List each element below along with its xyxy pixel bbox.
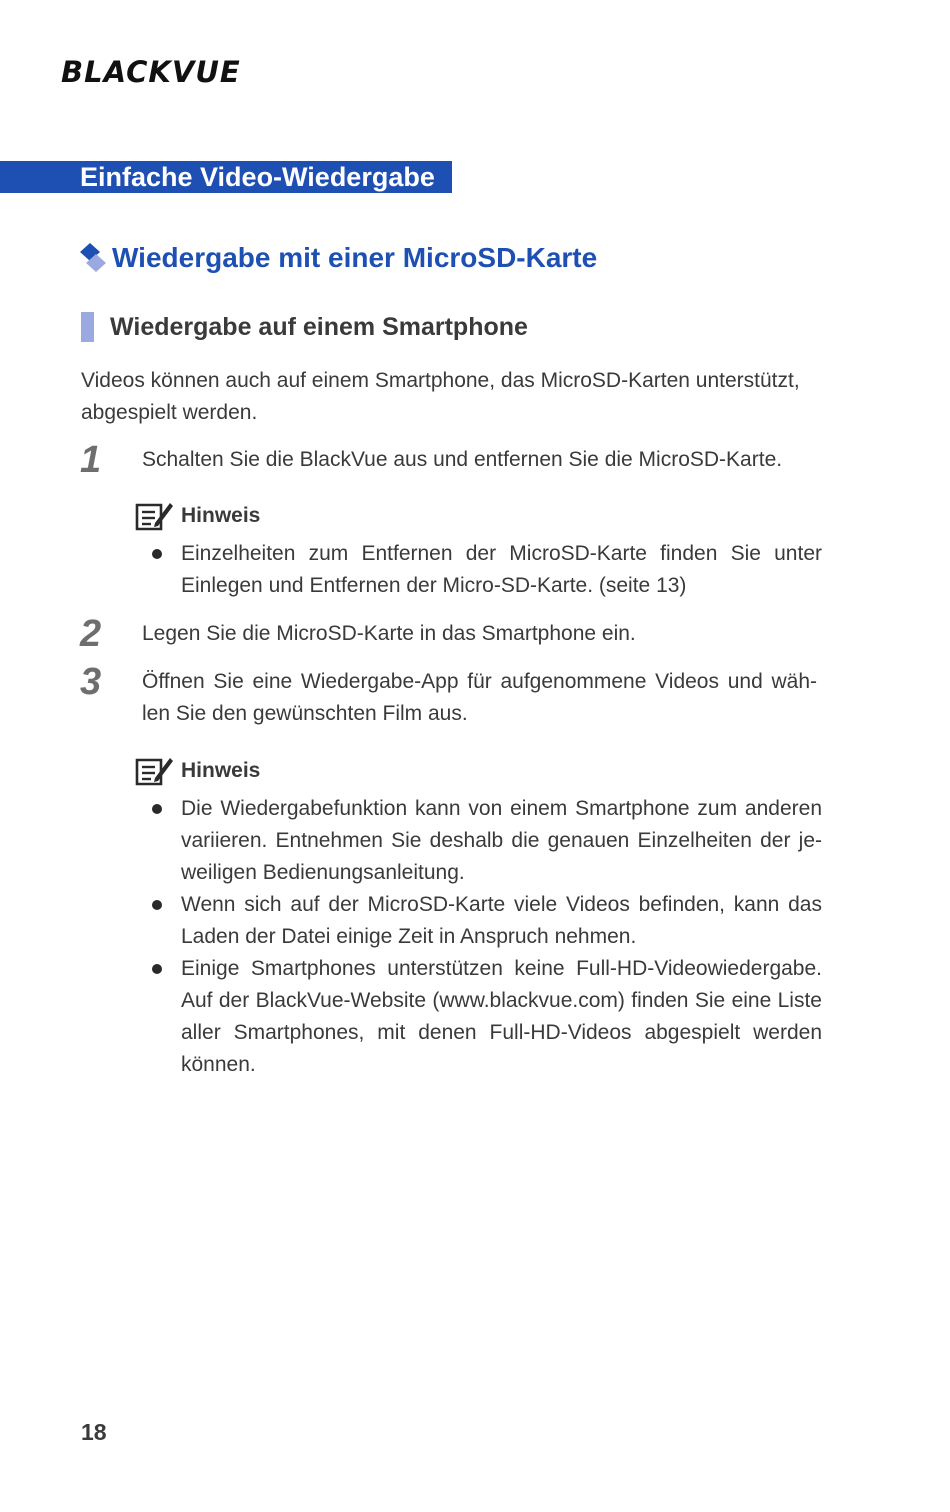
note-pencil-icon	[135, 754, 175, 788]
note-heading	[135, 755, 260, 787]
topic-title: Wiedergabe auf einem Smartphone	[110, 312, 528, 341]
note-label: Hinweis	[181, 504, 261, 527]
diamond-bullet-icon	[80, 243, 106, 273]
step-text: Öffnen Sie eine Wiedergabe-App für aufgenommene Videos und wäh-len Sie den gewünschten Film aus.	[142, 670, 817, 725]
note-list-item	[152, 793, 822, 889]
topic-heading	[81, 310, 528, 344]
step-number: 3	[80, 661, 102, 703]
topic-bar-icon	[81, 312, 94, 342]
step-text: Schalten Sie die BlackVue aus und entfernen Sie die MicroSD-Karte.	[142, 448, 783, 471]
subsection-title: Wiedergabe mit einer MicroSD-Karte	[112, 242, 598, 273]
note-list-item	[152, 953, 822, 1081]
note-item-text: Die Wiedergabefunktion kann von einem Smartphone zum anderen variieren. Entnehmen Sie deshalb die genauen Einzelheiten der je-weiligen Bedienungsanleitung.	[181, 797, 822, 884]
note-item-text: Einige Smartphones unterstützen keine Full-HD-Videowiedergabe. Auf der BlackVue-Website (www.blackvue.com) finden Sie eine Liste aller Smartphones, mit denen Full-HD-Videos abgespielt werden können.	[181, 957, 822, 1076]
brand-logo: BLACKVUE	[61, 55, 241, 89]
section-title: Einfache Video-Wiedergabe	[80, 162, 435, 192]
subsection-heading	[80, 240, 597, 276]
bullet-dot-icon	[152, 804, 162, 814]
page-number: 18	[81, 1419, 107, 1445]
intro-paragraph: Videos können auch auf einem Smartphone, das MicroSD-Karten unterstützt, abgespielt werden.	[81, 369, 800, 424]
note-item-text: Einzelheiten zum Entfernen der MicroSD-Karte finden Sie unter Einlegen und Entfernen der Micro-SD-Karte. (seite 13)	[181, 542, 822, 597]
note-list-item	[152, 538, 822, 602]
bullet-dot-icon	[152, 964, 162, 974]
bullet-dot-icon	[152, 900, 162, 910]
note-heading	[135, 500, 260, 532]
step-text: Legen Sie die MicroSD-Karte in das Smartphone ein.	[142, 622, 636, 645]
note-pencil-icon	[135, 499, 175, 533]
step-number: 2	[80, 613, 102, 655]
note-label: Hinweis	[181, 759, 261, 782]
note-list-item	[152, 889, 822, 953]
step-number: 1	[80, 439, 102, 481]
bullet-dot-icon	[152, 549, 162, 559]
note-item-text: Wenn sich auf der MicroSD-Karte viele Videos befinden, kann das Laden der Datei einige Zeit in Anspruch nehmen.	[181, 893, 822, 948]
